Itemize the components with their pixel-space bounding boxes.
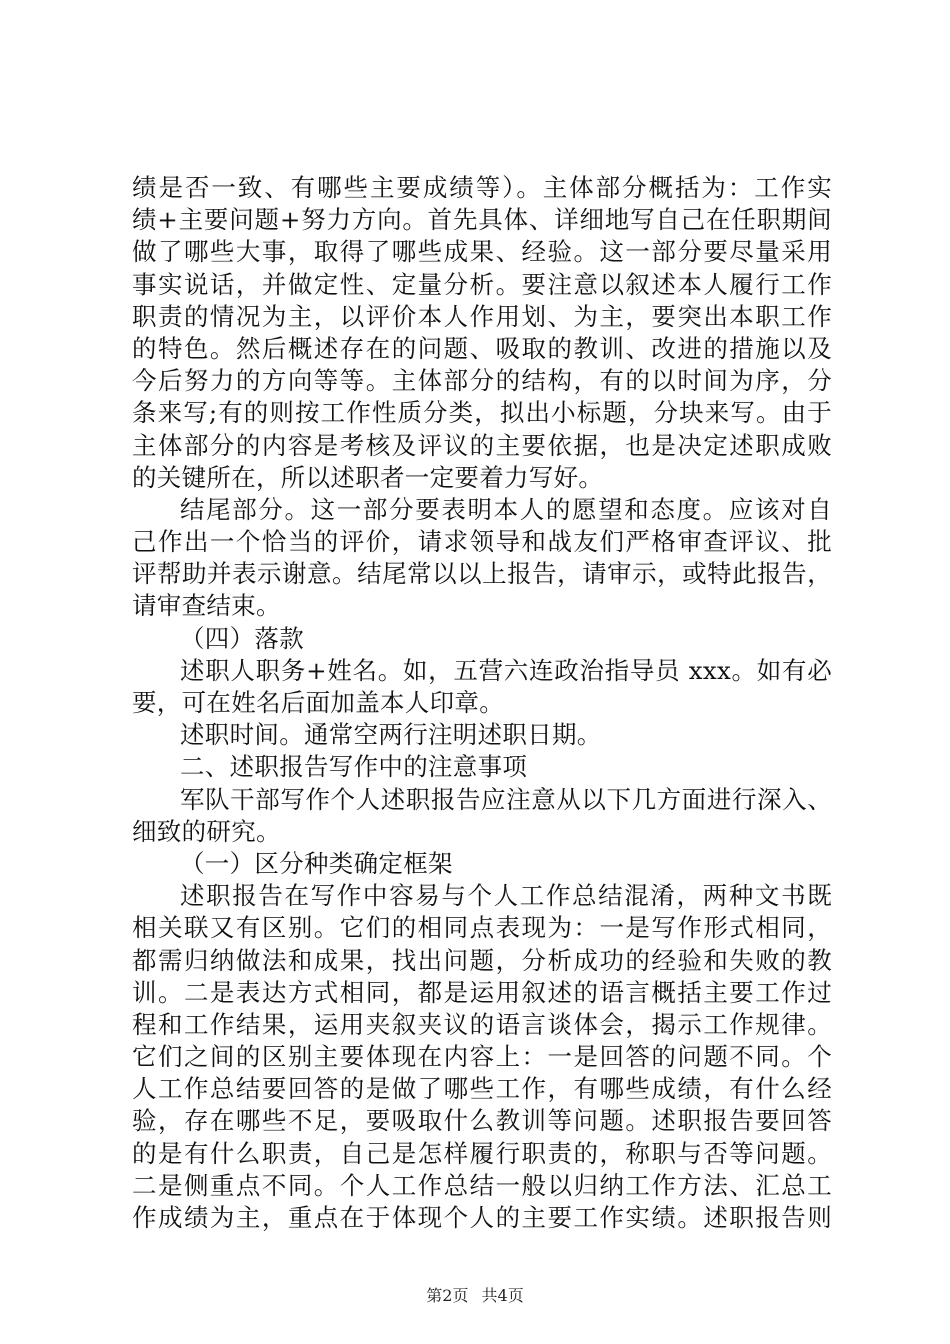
section-heading: （四）落款	[180, 623, 304, 653]
text-line: 程和工作结果，运用夹叙夹议的语言谈体会，揭示工作规律。	[132, 1009, 832, 1039]
text-line: 二是侧重点不同。个人工作总结一般以归纳工作方法、汇总工	[132, 1170, 832, 1200]
text-line: 今后努力的方向等等。主体部分的结构，有的以时间为序，分	[132, 366, 832, 396]
text-line: 己作出一个恰当的评价，请求领导和战友们严格审查评议、批	[132, 527, 832, 557]
paragraph-first-line: 结尾部分。这一部分要表明本人的愿望和态度。应该对自	[180, 494, 832, 524]
paragraph-first-line: 军队干部写作个人述职报告应注意从以下几方面进行深入、	[180, 784, 832, 814]
document-body	[132, 172, 832, 1234]
text-line: 主体部分的内容是考核及评议的主要依据，也是决定述职成败	[132, 430, 832, 460]
text-line: 绩+主要问题+努力方向。首先具体、详细地写自己在任职期间	[132, 205, 832, 235]
text-line: 事实说话，并做定性、定量分析。要注意以叙述本人履行工作	[132, 269, 832, 299]
text-line: 的是有什么职责，自己是怎样履行职责的，称职与否等问题。	[132, 1138, 832, 1168]
text-line: 的特色。然后概述存在的问题、吸取的教训、改进的措施以及	[132, 333, 832, 363]
section-heading: （一）区分种类确定框架	[180, 848, 453, 878]
section-heading: 二、述职报告写作中的注意事项	[180, 752, 528, 782]
text-line: 要，可在姓名后面加盖本人印章。	[132, 688, 504, 717]
paragraph-first-line: 述职人职务+姓名。如，五营六连政治指导员 xxx。如有必	[180, 655, 832, 685]
text-line: 人工作总结要回答的是做了哪些工作，有哪些成绩，有什么经	[132, 1074, 832, 1104]
text-line: 相关联又有区别。它们的相同点表现为：一是写作形式相同，	[132, 913, 832, 943]
text-line: 它们之间的区别主要体现在内容上：一是回答的问题不同。个	[132, 1042, 832, 1072]
text-line: 做了哪些大事，取得了哪些成果、经验。这一部分要尽量采用	[132, 237, 832, 267]
paragraph-first-line: 述职报告在写作中容易与个人工作总结混淆，两种文书既	[180, 881, 832, 911]
text-line: 作成绩为主，重点在于体现个人的主要工作实绩。述职报告则	[132, 1203, 832, 1232]
text-line: 条来写;有的则按工作性质分类，拟出小标题，分块来写。由于	[132, 398, 832, 428]
text-line: 绩是否一致、有哪些主要成绩等）。主体部分概括为：工作实	[132, 173, 832, 202]
paragraph-first-line: 述职时间。通常空两行注明述职日期。	[180, 720, 602, 750]
text-line: 评帮助并表示谢意。结尾常以以上报告，请审示，或特此报告，	[132, 559, 832, 589]
text-line: 职责的情况为主，以评价本人作用划、为主，要突出本职工作	[132, 301, 832, 331]
text-line: 都需归纳做法和成果，找出问题，分析成功的经验和失败的教	[132, 945, 832, 975]
text-line: 的关键所在，所以述职者一定要着力写好。	[132, 462, 604, 492]
page-total: 共4页	[481, 1286, 524, 1305]
text-line: 验，存在哪些不足，要吸取什么教训等问题。述职报告要回答	[132, 1106, 832, 1136]
page-number: 第2页	[426, 1286, 469, 1305]
text-line: 训。二是表达方式相同，都是运用叙述的语言概括主要工作过	[132, 977, 832, 1007]
text-line: 细致的研究。	[132, 816, 281, 846]
page-footer	[0, 1286, 950, 1306]
text-line: 请审查结束。	[132, 591, 281, 621]
